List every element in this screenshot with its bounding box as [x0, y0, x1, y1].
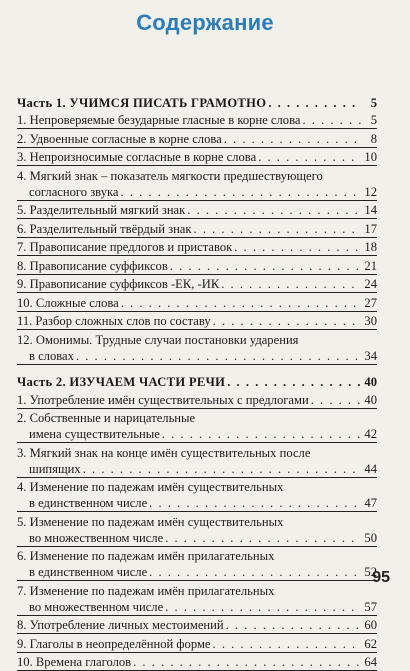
entry-title-continued	[17, 184, 377, 200]
page-ref: 5	[363, 112, 377, 128]
page-ref: 34	[363, 348, 377, 364]
dot-leader	[165, 599, 361, 615]
dot-leader	[76, 348, 361, 364]
entry-title-continued	[17, 530, 377, 546]
toc-entry	[17, 312, 377, 331]
page-ref: 40	[363, 374, 377, 390]
toc-entry	[17, 443, 377, 478]
page-ref: 52	[363, 564, 377, 580]
entry-title-line-2: в единственном числе	[29, 564, 147, 580]
toc-entry	[17, 653, 377, 671]
part-title: Часть 1. УЧИМСЯ ПИСАТЬ ГРАМОТНО	[17, 95, 266, 111]
entry-title: 4. Изменение по падежам имён существительных	[17, 479, 377, 495]
dot-leader	[121, 295, 361, 311]
entry-title-continued	[17, 564, 377, 580]
page-ref: 44	[363, 461, 377, 477]
entry-title: 9. Глаголы в неопределённой форме	[17, 636, 211, 652]
entry-title: 4. Мягкий знак – показатель мягкости предшествующего	[17, 168, 377, 184]
page-title: Содержание	[0, 10, 410, 36]
entry-title-continued	[17, 426, 377, 442]
part-2-heading	[17, 373, 377, 391]
page-ref: 10	[363, 149, 377, 165]
table-of-contents	[17, 93, 377, 671]
toc-entry	[17, 219, 377, 238]
page-ref: 42	[363, 426, 377, 442]
entry-title: 8. Правописание суффиксов	[17, 258, 168, 274]
page-number: 95	[372, 569, 390, 587]
page-ref: 21	[363, 258, 377, 274]
entry-title: 10. Сложные слова	[17, 295, 119, 311]
page-ref: 60	[363, 617, 377, 633]
dot-leader	[234, 239, 361, 255]
part-2-list	[17, 390, 377, 671]
entry-title-line-2: во множественном числе	[29, 599, 163, 615]
toc-entry	[17, 581, 377, 616]
entry-title: 11. Разбор сложных слов по составу	[17, 313, 211, 329]
entry-title: 6. Разделительный твёрдый знак	[17, 221, 192, 237]
toc-entry	[17, 409, 377, 444]
toc-entry	[17, 330, 377, 365]
entry-title-continued	[17, 348, 377, 364]
entry-title: 7. Изменение по падежам имён прилагательных	[17, 583, 377, 599]
toc-entry	[17, 512, 377, 547]
page-ref: 40	[363, 392, 377, 408]
dot-leader	[213, 636, 361, 652]
entry-title: 12. Омонимы. Трудные случаи постановки ударения	[17, 332, 377, 348]
toc-entry	[17, 293, 377, 312]
toc-entry	[17, 238, 377, 257]
page-ref: 50	[363, 530, 377, 546]
page-ref: 47	[363, 495, 377, 511]
dot-leader	[311, 392, 361, 408]
page-ref: 27	[363, 295, 377, 311]
dot-leader	[221, 276, 361, 292]
part-1-list	[17, 111, 377, 365]
page-ref: 5	[363, 95, 377, 111]
toc-entry	[17, 275, 377, 294]
entry-title: 6. Изменение по падежам имён прилагательных	[17, 548, 377, 564]
entry-title: 5. Разделительный мягкий знак	[17, 202, 185, 218]
entry-title-continued	[17, 495, 377, 511]
entry-title: 9. Правописание суффиксов -ЕК, -ИК	[17, 276, 219, 292]
entry-title-line-2: в словах	[29, 348, 74, 364]
dot-leader	[149, 564, 361, 580]
dot-leader	[162, 426, 361, 442]
page-ref: 62	[363, 636, 377, 652]
page-ref: 30	[363, 313, 377, 329]
dot-leader	[224, 131, 361, 147]
toc-entry	[17, 166, 377, 201]
page-ref: 14	[363, 202, 377, 218]
dot-leader	[83, 461, 361, 477]
dot-leader	[268, 95, 361, 111]
page-ref: 12	[363, 184, 377, 200]
entry-title: 8. Употребление личных местоимений	[17, 617, 224, 633]
toc-entry	[17, 634, 377, 653]
entry-title: 3. Непроизносимые согласные в корне слова	[17, 149, 256, 165]
entry-title: 2. Собственные и нарицательные	[17, 410, 377, 426]
dot-leader	[302, 112, 361, 128]
dot-leader	[170, 258, 361, 274]
entry-title: 5. Изменение по падежам имён существительных	[17, 514, 377, 530]
entry-title: 2. Удвоенные согласные в корне слова	[17, 131, 222, 147]
part-1-heading	[17, 93, 377, 111]
toc-entry	[17, 616, 377, 635]
entry-title-line-2: во множественном числе	[29, 530, 163, 546]
page-ref: 64	[363, 654, 377, 670]
dot-leader	[194, 221, 361, 237]
entry-title: 1. Употребление имён существительных с предлогами	[17, 392, 309, 408]
page-ref: 8	[363, 131, 377, 147]
dot-leader	[187, 202, 361, 218]
entry-title-line-2: согласного звука	[29, 184, 119, 200]
dot-leader	[121, 184, 361, 200]
entry-title: 7. Правописание предлогов и приставок	[17, 239, 232, 255]
entry-title-line-2: в единственном числе	[29, 495, 147, 511]
toc-entry	[17, 148, 377, 167]
entry-title-continued	[17, 599, 377, 615]
part-title: Часть 2. ИЗУЧАЕМ ЧАСТИ РЕЧИ	[17, 374, 225, 390]
toc-entry	[17, 111, 377, 130]
dot-leader	[133, 654, 361, 670]
dot-leader	[149, 495, 361, 511]
dot-leader	[226, 617, 361, 633]
entry-title: 1. Непроверяемые безударные гласные в корне слова	[17, 112, 300, 128]
dot-leader	[213, 313, 361, 329]
dot-leader	[258, 149, 361, 165]
dot-leader	[227, 374, 361, 390]
page-ref: 57	[363, 599, 377, 615]
entry-title-continued	[17, 461, 377, 477]
page-ref: 18	[363, 239, 377, 255]
toc-entry	[17, 256, 377, 275]
entry-title-line-2: имена существительные	[29, 426, 160, 442]
entry-title: 10. Времена глаголов	[17, 654, 131, 670]
page-ref: 24	[363, 276, 377, 292]
dot-leader	[165, 530, 361, 546]
toc-entry	[17, 547, 377, 582]
toc-entry	[17, 478, 377, 513]
entry-title-line-2: шипящих	[29, 461, 81, 477]
toc-entry	[17, 129, 377, 148]
toc-entry	[17, 390, 377, 409]
entry-title: 3. Мягкий знак на конце имён существительных после	[17, 445, 377, 461]
page-ref: 17	[363, 221, 377, 237]
toc-entry	[17, 201, 377, 220]
